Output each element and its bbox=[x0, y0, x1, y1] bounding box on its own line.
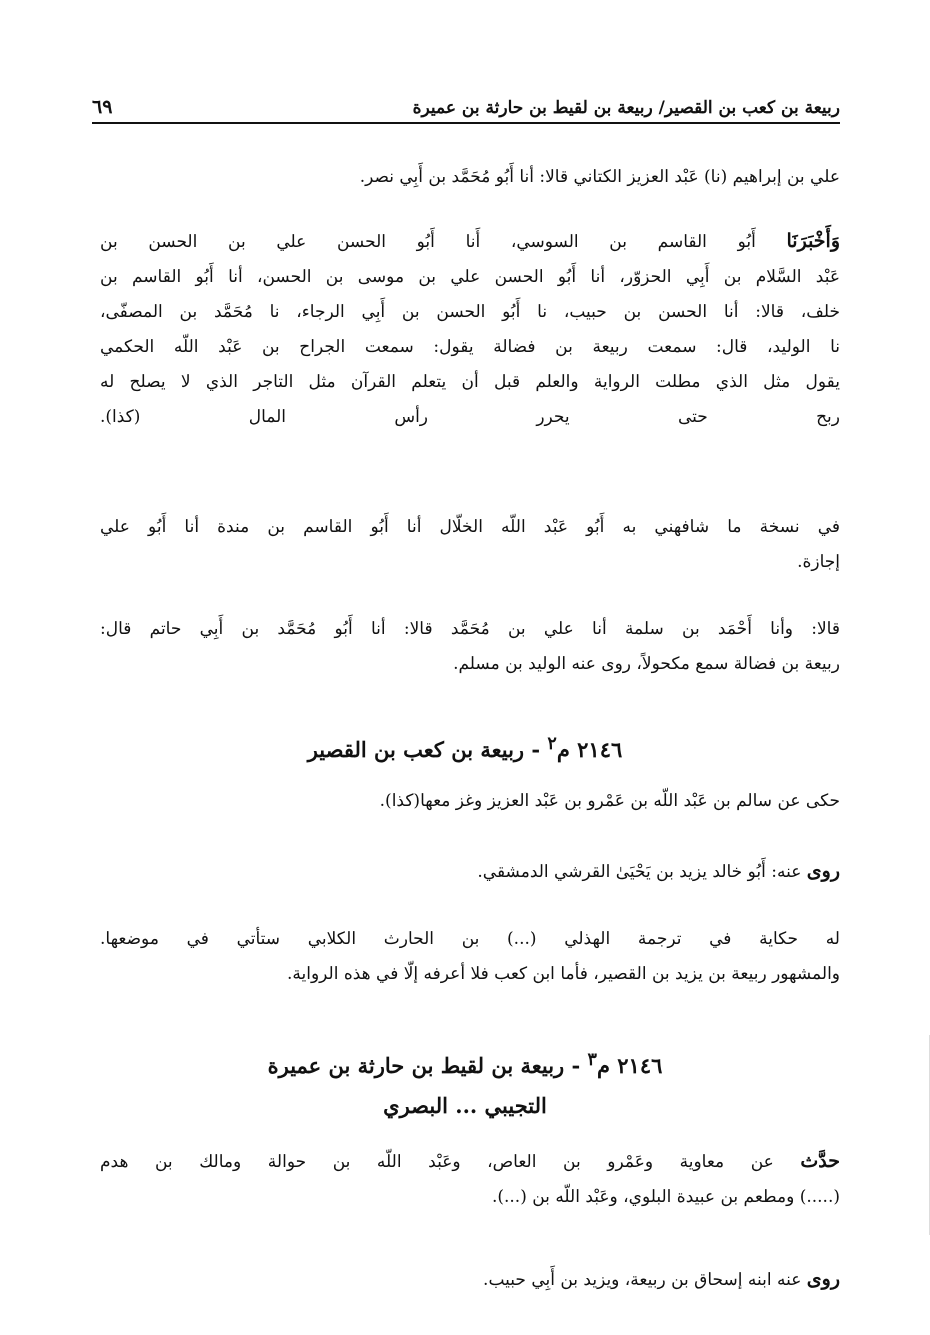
text-line: إجازة. bbox=[797, 552, 840, 572]
entry-superscript: ٣ bbox=[587, 1050, 597, 1070]
text-line: (.....) ومطعم بن عبيدة البلوي، وعَبْد اللّه بن (...). bbox=[491, 1187, 840, 1207]
lead-word: روى bbox=[806, 860, 840, 882]
text-line: ربح حتى يحرر رأس المال (كذا). bbox=[100, 407, 840, 427]
lead-word: حدَّث bbox=[800, 1150, 840, 1172]
lead-word: وَأَخْبَرَنَا bbox=[786, 230, 841, 252]
text-line-content: عنه: أَبُو خالد يزيد بن يَحْيَىٰ القرشي الدمشقي. bbox=[477, 862, 807, 882]
page-number: ٦٩ bbox=[92, 96, 113, 118]
text-line-content: عن معاوية وعَمْرو بن العاص، وعَبْد اللّه بن حوالة ومالك بن هدم bbox=[100, 1152, 801, 1172]
paragraph-9 bbox=[100, 1262, 840, 1298]
paragraph-6 bbox=[100, 854, 840, 890]
paragraph-2 bbox=[100, 224, 840, 435]
text-line: نا الوليد، قال: سمعت ربيعة بن فضالة يقول: سمعت الجراح بن عَبْد اللّه الحكمي bbox=[100, 337, 840, 357]
entry-number: ٢١٤٦ م bbox=[596, 1053, 663, 1078]
text-line: خلف، قالا: أنا الحسن بن حبيب، نا أَبُو الحسن بن أَبِي الرجاء، نا مُحَمَّد بن المصفّى، bbox=[100, 302, 840, 322]
text-line bbox=[100, 1262, 840, 1298]
paragraph-4 bbox=[100, 612, 840, 682]
text-line bbox=[100, 224, 840, 260]
entry-number: ٢١٤٦ م bbox=[556, 737, 623, 762]
entry-superscript: ٢ bbox=[547, 734, 557, 754]
entry-subtitle: التجيبي ... البصري bbox=[383, 1093, 547, 1118]
entry-title: - ربيعة بن كعب بن القصير bbox=[307, 737, 548, 762]
page-header bbox=[92, 88, 840, 124]
text-line: عَبْد السَّلام بن أَبِي الحزوّر، أنا أَبُو الحسن علي بن موسى بن الحسن، أنا أَبُو القاسم بن bbox=[100, 267, 840, 287]
text-line: والمشهور ربيعة بن يزيد بن القصير، فأما ابن كعب فلا أعرفه إلّا في هذه الرواية. bbox=[286, 964, 840, 984]
text-line bbox=[100, 854, 840, 890]
text-line-content: عنه ابنه إسحاق بن ربيعة، ويزيد بن أَبِي حبيب. bbox=[483, 1270, 807, 1290]
text-line: علي بن إبراهيم (نا) عَبْد العزيز الكتاني قالا: أنا أَبُو مُحَمَّد بن أَبِي نصر. bbox=[359, 167, 840, 187]
text-line: ربيعة بن فضالة سمع مكحولاً، روى عنه الوليد بن مسلم. bbox=[453, 654, 840, 674]
text-line: في نسخة ما شافهني به أَبُو عَبْد اللّه الخلّال أنا أَبُو القاسم بن مندة أنا أَبُو علي bbox=[100, 517, 840, 537]
paragraph-1 bbox=[100, 160, 840, 195]
paragraph-5 bbox=[100, 784, 840, 819]
entry-title: - ربيعة بن لقيط بن حارثة بن عميرة bbox=[267, 1053, 588, 1078]
text-line-content: أَبُو القاسم بن السوسي، أَنا أَبُو الحسن علي بن الحسن بن bbox=[100, 232, 756, 252]
paragraph-7 bbox=[100, 922, 840, 992]
text-line: له حكاية في ترجمة الهذلي (...) بن الحارث الكلابي ستأتي في موضعها. bbox=[100, 929, 840, 949]
entry-heading-1 bbox=[100, 724, 830, 770]
text-line: حكى عن سالم بن عَبْد اللّه بن عَمْرو بن عَبْد العزيز وغز معها(كذا). bbox=[379, 791, 840, 811]
entry-heading-2 bbox=[100, 1040, 830, 1126]
text-line: قالا: وأنا أَحْمَد بن سلمة أنا علي بن مُحَمَّد قالا: أنا أَبُو مُحَمَّد بن أَبِي حاتم قال: bbox=[100, 619, 840, 639]
paragraph-3 bbox=[100, 510, 840, 580]
paragraph-8 bbox=[100, 1144, 840, 1215]
lead-word: روى bbox=[806, 1268, 840, 1290]
entry-heading-line bbox=[100, 1040, 830, 1086]
running-title: ربيعة بن كعب بن القصير/ ربيعة بن لقيط بن حارثة بن عميرة bbox=[412, 98, 840, 118]
text-line: يقول مثل الذي مطلت الرواية والعلم قبل أن يتعلم القرآن مثل التاجر الذي لا يصلح له bbox=[100, 372, 840, 392]
text-line bbox=[100, 1144, 840, 1180]
